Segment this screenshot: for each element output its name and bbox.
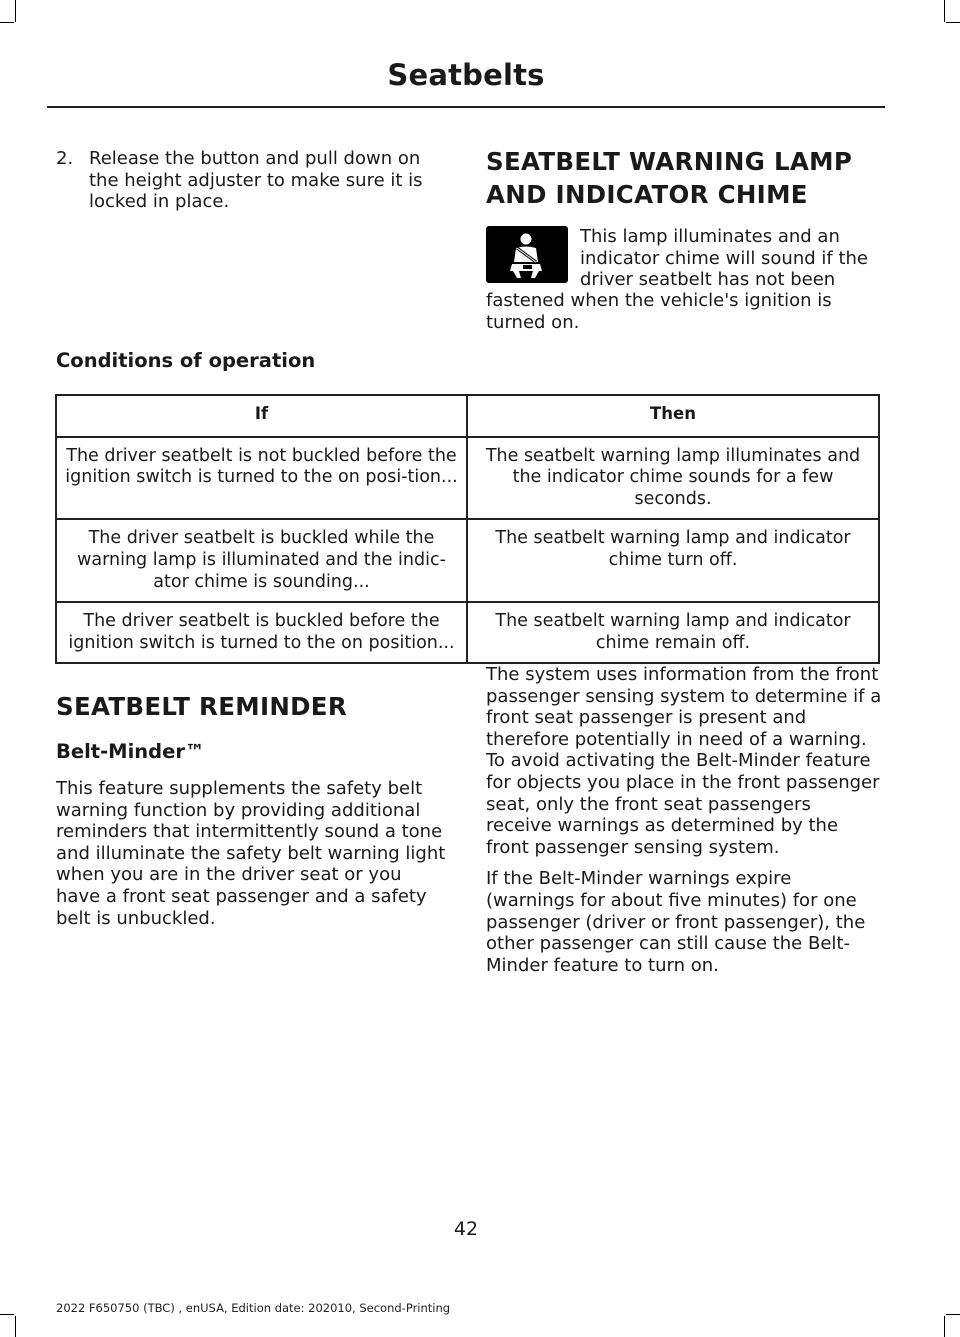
footer-edition-info: 2022 F650750 (TBC) , enUSA, Edition date: 202010, Second-Printing xyxy=(56,1301,451,1315)
crop-mark-top-left-h xyxy=(0,22,14,23)
table-cell-if: The driver seatbelt is buckled before the ignition switch is turned to the on position... xyxy=(56,602,467,663)
reminder-right-paragraph-1: The system uses information from the front passenger sensing system to determine if a front seat passenger is present and therefore potentially in need of a warning. To avoid activating the Belt-Minder feature for objects you place in the front passenger seat, only the front seat passengers receive warnings as determined by the front passenger sensing system. xyxy=(486,664,882,858)
belt-minder-heading: Belt-Minder™ xyxy=(56,740,205,763)
table-cell-then: The seatbelt warning lamp illuminates and the indicator chime sounds for a few seconds. xyxy=(467,437,879,520)
table-cell-if: The driver seatbelt is buckled while the warning lamp is illuminated and the indic-ator chime is sounding... xyxy=(56,519,467,602)
step-text: Release the button and pull down on the height adjuster to make sure it is locked in place. xyxy=(89,148,423,213)
crop-mark-top-left-v xyxy=(15,0,16,22)
header-divider xyxy=(47,106,885,108)
conditions-table xyxy=(55,394,880,664)
crop-mark-bottom-left-h xyxy=(0,1314,14,1315)
table-cell-then: The seatbelt warning lamp and indicator chime turn off. xyxy=(467,519,879,602)
step-number: 2. xyxy=(56,148,74,169)
crop-mark-bottom-left-v xyxy=(15,1316,16,1337)
crop-mark-top-right-v xyxy=(944,0,945,22)
table-cell-then: The seatbelt warning lamp and indicator chime remain off. xyxy=(467,602,879,663)
table-row xyxy=(56,437,879,520)
conditions-heading: Conditions of operation xyxy=(56,349,316,372)
reminder-section-title: SEATBELT REMINDER xyxy=(56,692,348,721)
crop-mark-top-right-h xyxy=(946,22,960,23)
reminder-left-column xyxy=(56,778,451,939)
seatbelt-warning-icon xyxy=(486,226,568,283)
lamp-title-line2: AND INDICATOR CHIME xyxy=(486,180,808,209)
page-number: 42 xyxy=(453,1218,479,1240)
reminder-right-paragraph-2: If the Belt-Minder warnings expire (warnings for about five minutes) for one passenger (driver or front passenger), the other passenger can still cause the Belt-Minder feature to turn on. xyxy=(486,868,866,976)
page-title: Seatbelts xyxy=(387,58,545,92)
column-header-then: Then xyxy=(467,395,879,437)
crop-mark-bottom-right-v xyxy=(944,1316,945,1337)
table-cell-if: The driver seatbelt is not buckled before the ignition switch is turned to the on posi-tion... xyxy=(56,437,467,520)
column-header-if: If xyxy=(56,395,467,437)
lamp-title-line1: SEATBELT WARNING LAMP xyxy=(486,147,853,176)
table-row xyxy=(56,519,879,602)
lamp-description-rest: fastened when the vehicle's ignition is turned on. xyxy=(486,290,832,333)
reminder-paragraph: This feature supplements the safety belt warning function by providing additional reminders that intermittently sound a tone and illuminate the safety belt warning light when you are in the driver seat or you have a front seat passenger and a safety belt is unbuckled. xyxy=(56,778,446,929)
step-item xyxy=(56,148,446,213)
table-row xyxy=(56,602,879,663)
reminder-right-column xyxy=(486,664,882,986)
lamp-description-lead: This lamp illuminates and an indicator chime will sound if the driver seatbelt has not been xyxy=(580,226,868,291)
lamp-section-title xyxy=(486,145,886,211)
crop-mark-bottom-right-h xyxy=(946,1314,960,1315)
table-header-row xyxy=(56,395,879,437)
